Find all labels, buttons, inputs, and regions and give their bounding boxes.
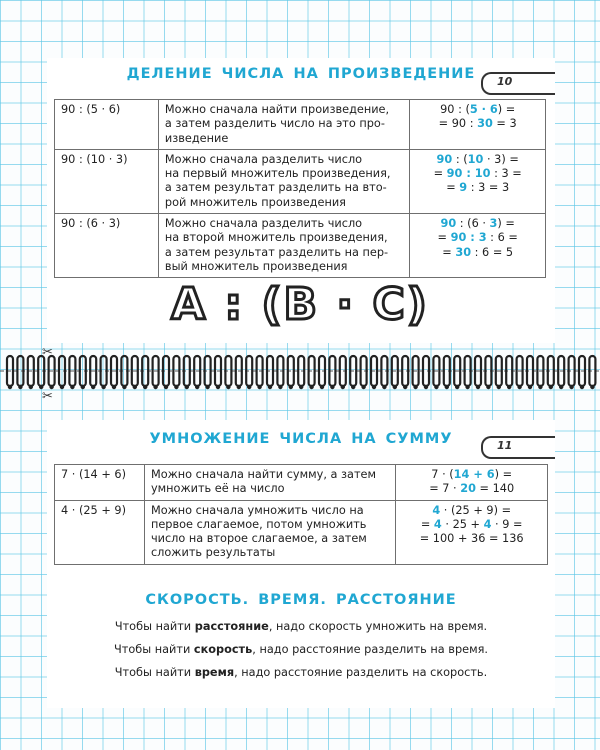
text-run: Чтобы найти xyxy=(114,666,195,679)
calculation-line xyxy=(416,117,539,131)
highlight-text: 5 · 6 xyxy=(469,103,498,116)
heading-division-by-product: ДЕЛЕНИЕ ЧИСЛА НА ПРОИЗВЕДЕНИЕ xyxy=(126,66,476,82)
calculation-line xyxy=(402,518,541,532)
spiral-ring xyxy=(340,356,346,386)
text-run: = 3 xyxy=(492,117,517,131)
spiral-hole xyxy=(507,385,511,389)
highlight-text: время xyxy=(194,666,235,679)
division-rules-table xyxy=(54,99,546,278)
text-run: , надо скорость умножить на время. xyxy=(268,620,488,633)
text-run: 7 · ( xyxy=(431,468,454,481)
spiral-hole xyxy=(153,385,157,389)
expression-cell: 90 : (6 · 3) xyxy=(55,214,159,278)
spiral-ring xyxy=(80,356,86,386)
spiral-hole xyxy=(29,385,33,389)
spiral-hole xyxy=(268,385,272,389)
spiral-hole xyxy=(580,385,584,389)
spiral-hole xyxy=(81,385,85,389)
text-run: 90 : ( xyxy=(440,103,470,116)
big-formula: A : (B · C) xyxy=(171,279,429,330)
spiral-hole xyxy=(497,385,501,389)
spiral-hole xyxy=(382,385,386,389)
calculation-line xyxy=(416,153,539,167)
spiral-hole xyxy=(486,385,490,389)
spiral-binding xyxy=(0,353,600,393)
spiral-rings xyxy=(0,353,600,393)
table-row xyxy=(55,149,546,213)
heading-speed-time-distance: СКОРОСТЬ. ВРЕМЯ. РАССТОЯНИЕ xyxy=(145,592,457,608)
spiral-hole xyxy=(70,385,74,389)
text-run: = xyxy=(437,231,451,245)
highlight-text: 3 xyxy=(489,217,498,231)
spiral-hole xyxy=(465,385,469,389)
calculation-line xyxy=(402,468,541,482)
spiral-hole xyxy=(195,385,199,389)
spiral-ring xyxy=(506,356,512,386)
spiral-hole xyxy=(101,385,105,389)
calculation-cell xyxy=(410,100,546,150)
calculation-line xyxy=(416,217,539,231)
spiral-hole xyxy=(226,385,230,389)
spiral-hole xyxy=(205,385,209,389)
spiral-hole xyxy=(112,385,116,389)
text-run: = xyxy=(420,517,434,531)
speed-rule-line xyxy=(47,643,555,656)
text-run: = xyxy=(433,167,447,181)
calculation-cell xyxy=(396,465,548,501)
text-run: : 3 = xyxy=(490,167,522,181)
spiral-ring xyxy=(163,356,169,386)
highlight-text: 4 xyxy=(483,517,492,531)
spiral-hole xyxy=(538,385,542,389)
spiral-ring xyxy=(423,356,429,386)
spiral-ring xyxy=(527,356,533,386)
spiral-ring xyxy=(361,356,367,386)
text-run: : 6 = 5 xyxy=(471,245,514,259)
spiral-ring xyxy=(101,356,107,386)
spiral-hole xyxy=(476,385,480,389)
text-run: = xyxy=(442,245,456,259)
highlight-text: 4 xyxy=(432,503,441,517)
table-row xyxy=(55,500,548,564)
spiral-ring xyxy=(205,356,211,386)
calculation-line xyxy=(416,231,539,245)
spiral-ring xyxy=(17,356,23,386)
text-run: : 6 = xyxy=(486,231,518,245)
text-run: · (25 + 9) = xyxy=(440,503,512,517)
text-run: ) = xyxy=(494,468,513,481)
spiral-hole xyxy=(143,385,147,389)
spiral-ring xyxy=(381,356,387,386)
highlight-text: 30 xyxy=(455,245,472,259)
text-run: : 3 = 3 xyxy=(467,181,510,195)
spiral-hole xyxy=(341,385,345,389)
rule-cell: Можно сначала разделить число на второй множитель произведения, а затем результат разделить на пер- вый множитель произведения xyxy=(158,214,409,278)
spiral-hole xyxy=(278,385,282,389)
text-run: Чтобы найти xyxy=(114,620,195,633)
highlight-text: 30 xyxy=(477,117,493,131)
spiral-ring xyxy=(142,356,148,386)
text-run: = 140 xyxy=(475,482,515,496)
spiral-hole xyxy=(164,385,168,389)
highlight-text: 20 xyxy=(460,482,476,496)
highlight-text: скорость xyxy=(193,643,253,656)
highlight-text: 90 xyxy=(436,152,453,166)
spiral-hole xyxy=(434,385,438,389)
spiral-hole xyxy=(590,385,594,389)
spiral-hole xyxy=(320,385,324,389)
text-run: = xyxy=(446,181,460,195)
scissors-icon-bottom: ✂ xyxy=(42,389,53,404)
heading-multiplication-by-sum: УМНОЖЕНИЕ ЧИСЛА НА СУММУ xyxy=(149,431,453,447)
table-row xyxy=(55,100,546,150)
highlight-text: 90 xyxy=(440,217,457,231)
text-run: Чтобы найти xyxy=(114,643,194,656)
spiral-hole xyxy=(216,385,220,389)
text-run: · 9 = xyxy=(491,517,523,531)
spiral-hole xyxy=(8,385,12,389)
calculation-line xyxy=(416,246,539,260)
page-number: 10 xyxy=(497,75,513,88)
spiral-ring xyxy=(225,356,231,386)
spiral-ring xyxy=(246,356,252,386)
highlight-text: 90 : 10 xyxy=(446,167,491,181)
spiral-hole xyxy=(517,385,521,389)
spiral-ring xyxy=(184,356,190,386)
spiral-ring xyxy=(444,356,450,386)
rule-cell: Можно сначала найти произведение, а затем разделить число на это про- изведение xyxy=(158,100,409,150)
text-run: ) = xyxy=(497,103,516,116)
scissors-icon: ✂ xyxy=(42,345,53,360)
spiral-hole xyxy=(549,385,553,389)
text-run: : (6 · xyxy=(456,217,490,231)
spiral-hole xyxy=(185,385,189,389)
spiral-hole xyxy=(413,385,417,389)
rule-cell: Можно сначала разделить число на первый множитель произведения, а затем результат разделить на вто- рой множитель произведения xyxy=(158,149,409,213)
spiral-hole xyxy=(289,385,293,389)
calculation-cell xyxy=(410,149,546,213)
text-run: , надо расстояние разделить на время. xyxy=(252,643,488,656)
speed-rule-line xyxy=(47,666,555,679)
page-number-tab-11 xyxy=(481,436,555,459)
text-run: · 25 + xyxy=(441,517,484,531)
page-number: 11 xyxy=(497,439,513,452)
highlight-text: 14 + 6 xyxy=(453,468,495,481)
spiral-hole xyxy=(247,385,251,389)
calculation-line xyxy=(416,167,539,181)
page-number-tab xyxy=(481,72,555,95)
spiral-hole xyxy=(403,385,407,389)
text-run: , надо расстояние разделить на скорость. xyxy=(234,666,488,679)
text-run: · 3) = xyxy=(483,152,519,166)
calculation-line xyxy=(402,482,541,496)
spiral-hole xyxy=(122,385,126,389)
spiral-hole xyxy=(528,385,532,389)
spiral-hole xyxy=(393,385,397,389)
spiral-hole xyxy=(60,385,64,389)
spiral-ring xyxy=(548,356,554,386)
rule-cell: Можно сначала найти сумму, а затем умножить её на число xyxy=(144,465,395,501)
text-run: = 90 : xyxy=(438,117,478,131)
highlight-text: 9 xyxy=(459,181,468,195)
calculation-cell xyxy=(410,214,546,278)
text-run: ) = xyxy=(497,217,515,231)
spiral-ring xyxy=(589,356,595,386)
spiral-ring xyxy=(59,356,65,386)
calculation-cell xyxy=(396,500,548,564)
spiral-hole xyxy=(18,385,22,389)
spiral-hole xyxy=(299,385,303,389)
spiral-ring xyxy=(121,356,127,386)
spiral-hole xyxy=(174,385,178,389)
highlight-text: 10 xyxy=(467,152,484,166)
spiral-ring xyxy=(485,356,491,386)
spiral-hole xyxy=(330,385,334,389)
spiral-hole xyxy=(361,385,365,389)
table-row xyxy=(55,214,546,278)
spiral-ring xyxy=(38,356,44,386)
spiral-hole xyxy=(559,385,563,389)
spiral-hole xyxy=(133,385,137,389)
page-11-panel xyxy=(47,420,555,708)
spiral-hole xyxy=(455,385,459,389)
highlight-text: 90 : 3 xyxy=(450,231,487,245)
highlight-text: 4 xyxy=(433,517,442,531)
rule-cell: Можно сначала умножить число на первое слагаемое, потом умножить число на второе слагаемое, а затем сложить результаты xyxy=(144,500,395,564)
spiral-hole xyxy=(445,385,449,389)
highlight-text: расстояние xyxy=(194,620,269,633)
expression-cell: 7 · (14 + 6) xyxy=(55,465,145,501)
calculation-line xyxy=(416,181,539,195)
calculation-line xyxy=(416,103,539,117)
expression-cell: 90 : (10 · 3) xyxy=(55,149,159,213)
expression-cell: 90 : (5 · 6) xyxy=(55,100,159,150)
spiral-ring xyxy=(402,356,408,386)
spiral-hole xyxy=(309,385,313,389)
spiral-hole xyxy=(424,385,428,389)
text-run: = 7 · xyxy=(429,482,461,496)
expression-cell: 4 · (25 + 9) xyxy=(55,500,145,564)
multiplication-rules-table xyxy=(54,464,548,565)
spiral-hole xyxy=(237,385,241,389)
spiral-hole xyxy=(372,385,376,389)
table-row xyxy=(55,465,548,501)
calculation-line xyxy=(402,504,541,518)
text-run: = 100 + 36 = 136 xyxy=(419,532,524,546)
spiral-hole xyxy=(91,385,95,389)
spiral-hole xyxy=(569,385,573,389)
spiral-hole xyxy=(257,385,261,389)
text-run: : ( xyxy=(452,152,468,166)
spiral-ring xyxy=(465,356,471,386)
spiral-ring xyxy=(569,356,575,386)
speed-rule-line xyxy=(47,620,555,633)
spiral-hole xyxy=(351,385,355,389)
calculation-line xyxy=(402,532,541,546)
